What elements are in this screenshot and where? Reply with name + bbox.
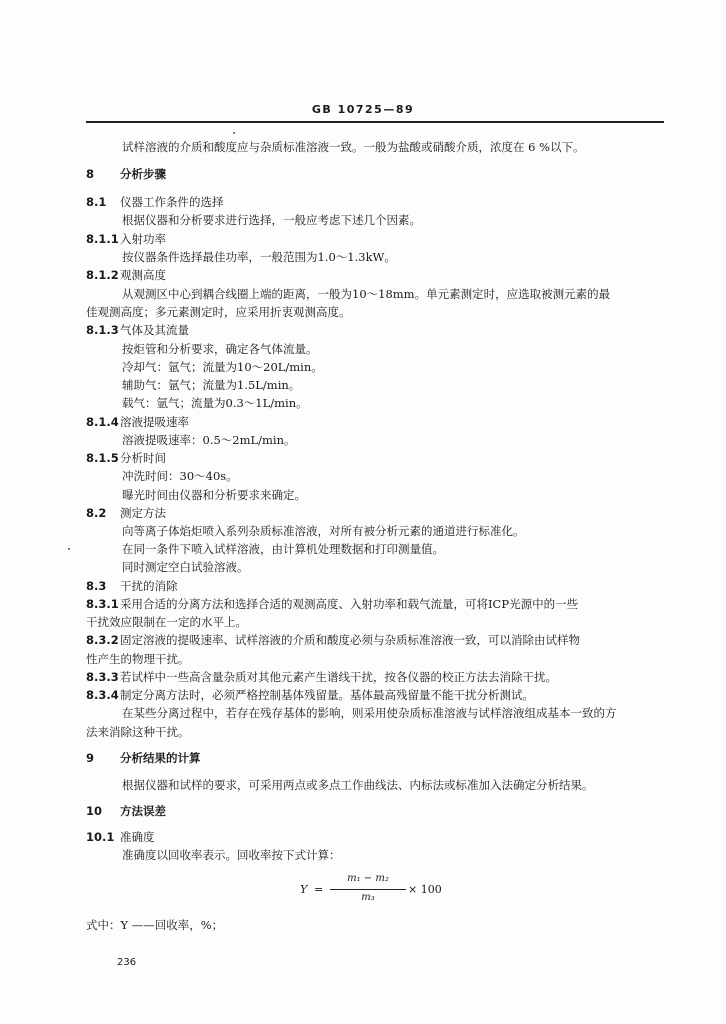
- section-heading: 8 分析步骤: [86, 167, 166, 181]
- formula-numerator: m₁ − m₂: [347, 873, 389, 884]
- text-line: 按仪器条件选择最佳功率，一般范围为1.0～1.3kW。: [122, 250, 396, 264]
- section-heading: 8.1.1入射功率: [86, 232, 166, 246]
- header-rule: [86, 121, 664, 123]
- text-line: 从观测区中心到耦合线圈上端的距离，一般为10～18mm。单元素测定时，应选取被测元素的最: [122, 287, 611, 301]
- text-line: 溶液提吸速率：0.5～2mL/min。: [122, 433, 296, 447]
- recovery-formula: [300, 873, 450, 907]
- text-line: 同时测定空白试验溶液。: [122, 560, 249, 574]
- section-heading: 8.1.4溶液提吸速率: [86, 415, 189, 429]
- text-line: 在某些分离过程中，若存在残存基体的影响，则采用使杂质标准溶液与试样溶液组成基本一致的方: [122, 706, 617, 720]
- text-line: 冲洗时间：30～40s。: [122, 469, 238, 483]
- text-line: 在同一条件下喷入试样溶液，由计算机处理数据和打印测量值。: [122, 542, 444, 556]
- text-line: 根据仪器和试样的要求，可采用两点或多点工作曲线法、内标法或标准加入法确定分析结果。: [122, 778, 594, 792]
- text-line: 8.3.3若试样中一些高含量杂质对其他元素产生谱线干扰，按各仪器的校正方法去消除干扰。: [86, 670, 557, 684]
- section-heading: 8.1.5分析时间: [86, 451, 166, 465]
- text-line: 8.3.2固定溶液的提吸速率、试样溶液的介质和酸度必须与杂质标准溶液一致，可以消除由试样物: [86, 633, 580, 647]
- text-line: 8.3.4制定分离方法时，必须严格控制基体残留量。基体最高残留量不能干扰分析测试。: [86, 688, 534, 702]
- scan-speck: [233, 132, 235, 134]
- formula-legend: 式中：Y ——回收率，%；: [86, 918, 224, 932]
- formula-lhs: Y: [300, 883, 308, 896]
- section-heading: 10.1 准确度: [86, 830, 155, 844]
- text-line: 佳观测高度；多元素测定时，应采用折衷观测高度。: [86, 305, 351, 319]
- text-line: 向等离子体焰炬喷入系列杂质标准溶液，对所有被分析元素的通道进行标准化。: [122, 524, 525, 538]
- text-line: 性产生的物理干扰。: [86, 652, 190, 666]
- formula-multiplier: × 100: [408, 883, 442, 896]
- text-line: 准确度以回收率表示。回收率按下式计算：: [122, 848, 341, 862]
- section-heading: 8.3 干扰的消除: [86, 579, 178, 593]
- section-heading: 8.1 仪器工作条件的选择: [86, 195, 224, 209]
- standard-code-header: GB 10725—89: [311, 103, 415, 116]
- text-line: 辅助气：氩气；流量为1.5L/min。: [122, 378, 301, 392]
- text-line: 干扰效应限制在一定的水平上。: [86, 615, 247, 629]
- text-line: 法来消除这种干扰。: [86, 725, 190, 739]
- section-heading: 9 分析结果的计算: [86, 751, 201, 765]
- text-line: 按炬管和分析要求，确定各气体流量。: [122, 342, 318, 356]
- text-line: 试样溶液的介质和酸度应与杂质标准溶液一致。一般为盐酸或硝酸介质，浓度在 6 %以下。: [122, 140, 585, 154]
- section-heading: 10 方法误差: [86, 804, 166, 818]
- fraction-bar: [330, 889, 406, 890]
- text-line: 8.3.1采用合适的分离方法和选择合适的观测高度、入射功率和载气流量，可将ICP光源中的一些: [86, 597, 579, 611]
- section-heading: 8.1.2观测高度: [86, 268, 166, 282]
- page-number: 236: [117, 957, 137, 968]
- formula-denominator: m₃: [361, 892, 375, 903]
- section-heading: 8.2 测定方法: [86, 506, 166, 520]
- section-heading: 8.1.3气体及其流量: [86, 323, 189, 337]
- text-line: 根据仪器和分析要求进行选择，一般应考虑下述几个因素。: [122, 213, 421, 227]
- scan-speck: [68, 548, 70, 550]
- formula-equals: =: [314, 883, 324, 896]
- text-line: 曝光时间由仪器和分析要求来确定。: [122, 488, 306, 502]
- text-line: 载气：氩气；流量为0.3～1L/min。: [122, 396, 308, 410]
- text-line: 冷却气：氩气；流量为10～20L/min。: [122, 360, 323, 374]
